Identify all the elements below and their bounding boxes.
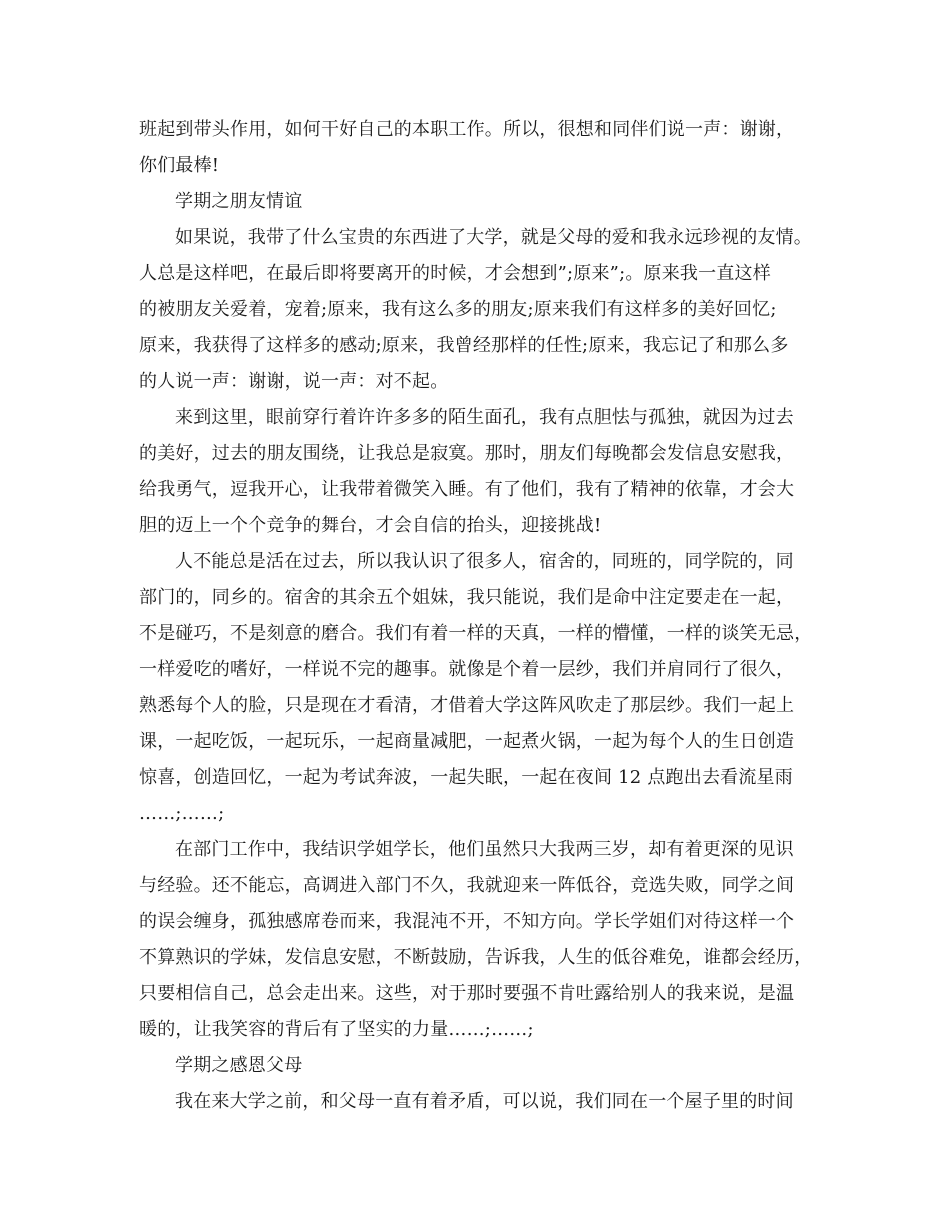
- text-line: 课，一起吃饭，一起玩乐，一起商量减肥，一起煮火锅，一起为每个人的生日创造: [139, 731, 795, 752]
- text-line: 一样爱吃的嗜好，一样说不完的趣事。就像是个着一层纱，我们并肩同行了很久，: [139, 659, 795, 680]
- text-line: 如果说，我带了什么宝贵的东西进了大学，就是父母的爱和我永远珍视的友情。: [175, 227, 812, 248]
- text-line: ……;……;: [139, 803, 225, 824]
- text-line: 的人说一声：谢谢，说一声：对不起。: [139, 371, 449, 392]
- text-line: 在部门工作中，我结识学姐学长，他们虽然只大我两三岁，却有着更深的见识: [175, 839, 794, 860]
- text-line: 我在来大学之前，和父母一直有着矛盾，可以说，我们同在一个屋子里的时间: [175, 1091, 794, 1112]
- text-line: 原来，我获得了这样多的感动;原来，我曾经那样的任性;原来，我忘记了和那么多: [139, 335, 789, 356]
- text-line: 班起到带头作用，如何干好自己的本职工作。所以，很想和同伴们说一声：谢谢，: [139, 119, 795, 140]
- text-line: 暖的，让我笑容的背后有了坚实的力量……;……;: [139, 1019, 534, 1040]
- text-line: 胆的迈上一个个竞争的舞台，才会自信的抬头，迎接挑战!: [139, 515, 602, 536]
- text-line: 给我勇气，逗我开心，让我带着微笑入睡。有了他们，我有了精神的依靠，才会大: [139, 479, 795, 500]
- text-line: 人不能总是活在过去，所以我认识了很多人，宿舍的，同班的，同学院的，同: [175, 551, 794, 572]
- text-line: 的误会缠身，孤独感席卷而来，我混沌不开，不知方向。学长学姐们对待这样一个: [139, 911, 795, 932]
- text-line: 的被朋友关爱着，宠着;原来，我有这么多的朋友;原来我们有这样多的美好回忆;: [139, 299, 777, 320]
- section-heading: 学期之感恩父母: [175, 1055, 303, 1076]
- text-line: 人总是这样吧，在最后即将要离开的时候，才会想到”;原来”;。原来我一直这样: [139, 263, 771, 284]
- text-line: 熟悉每个人的脸，只是现在才看清，才借着大学这阵风吹走了那层纱。我们一起上: [139, 695, 795, 716]
- text-line: 与经验。还不能忘，高调进入部门不久，我就迎来一阵低谷，竞选失败，同学之间: [139, 875, 795, 896]
- text-line: 你们最棒!: [139, 155, 220, 176]
- text-line: 惊喜，创造回忆，一起为考试奔波，一起失眠，一起在夜间 12 点跑出去看流星雨: [139, 767, 793, 788]
- text-line: 来到这里，眼前穿行着许许多多的陌生面孔，我有点胆怯与孤独，就因为过去: [175, 407, 794, 428]
- text-line: 的美好，过去的朋友围绕，让我总是寂寞。那时，朋友们每晚都会发信息安慰我，: [139, 443, 795, 464]
- text-line: 部门的，同乡的。宿舍的其余五个姐妹，我只能说，我们是命中注定要走在一起，: [139, 587, 795, 608]
- text-line: 只要相信自己，总会走出来。这些，对于那时要强不肯吐露给别人的我来说，是温: [139, 983, 795, 1004]
- section-heading: 学期之朋友情谊: [175, 191, 303, 212]
- text-line: 不算熟识的学妹，发信息安慰，不断鼓励，告诉我，人生的低谷难免，谁都会经历，: [139, 947, 813, 968]
- text-line: 不是碰巧，不是刻意的磨合。我们有着一样的天真，一样的懵懂，一样的谈笑无忌，: [139, 623, 813, 644]
